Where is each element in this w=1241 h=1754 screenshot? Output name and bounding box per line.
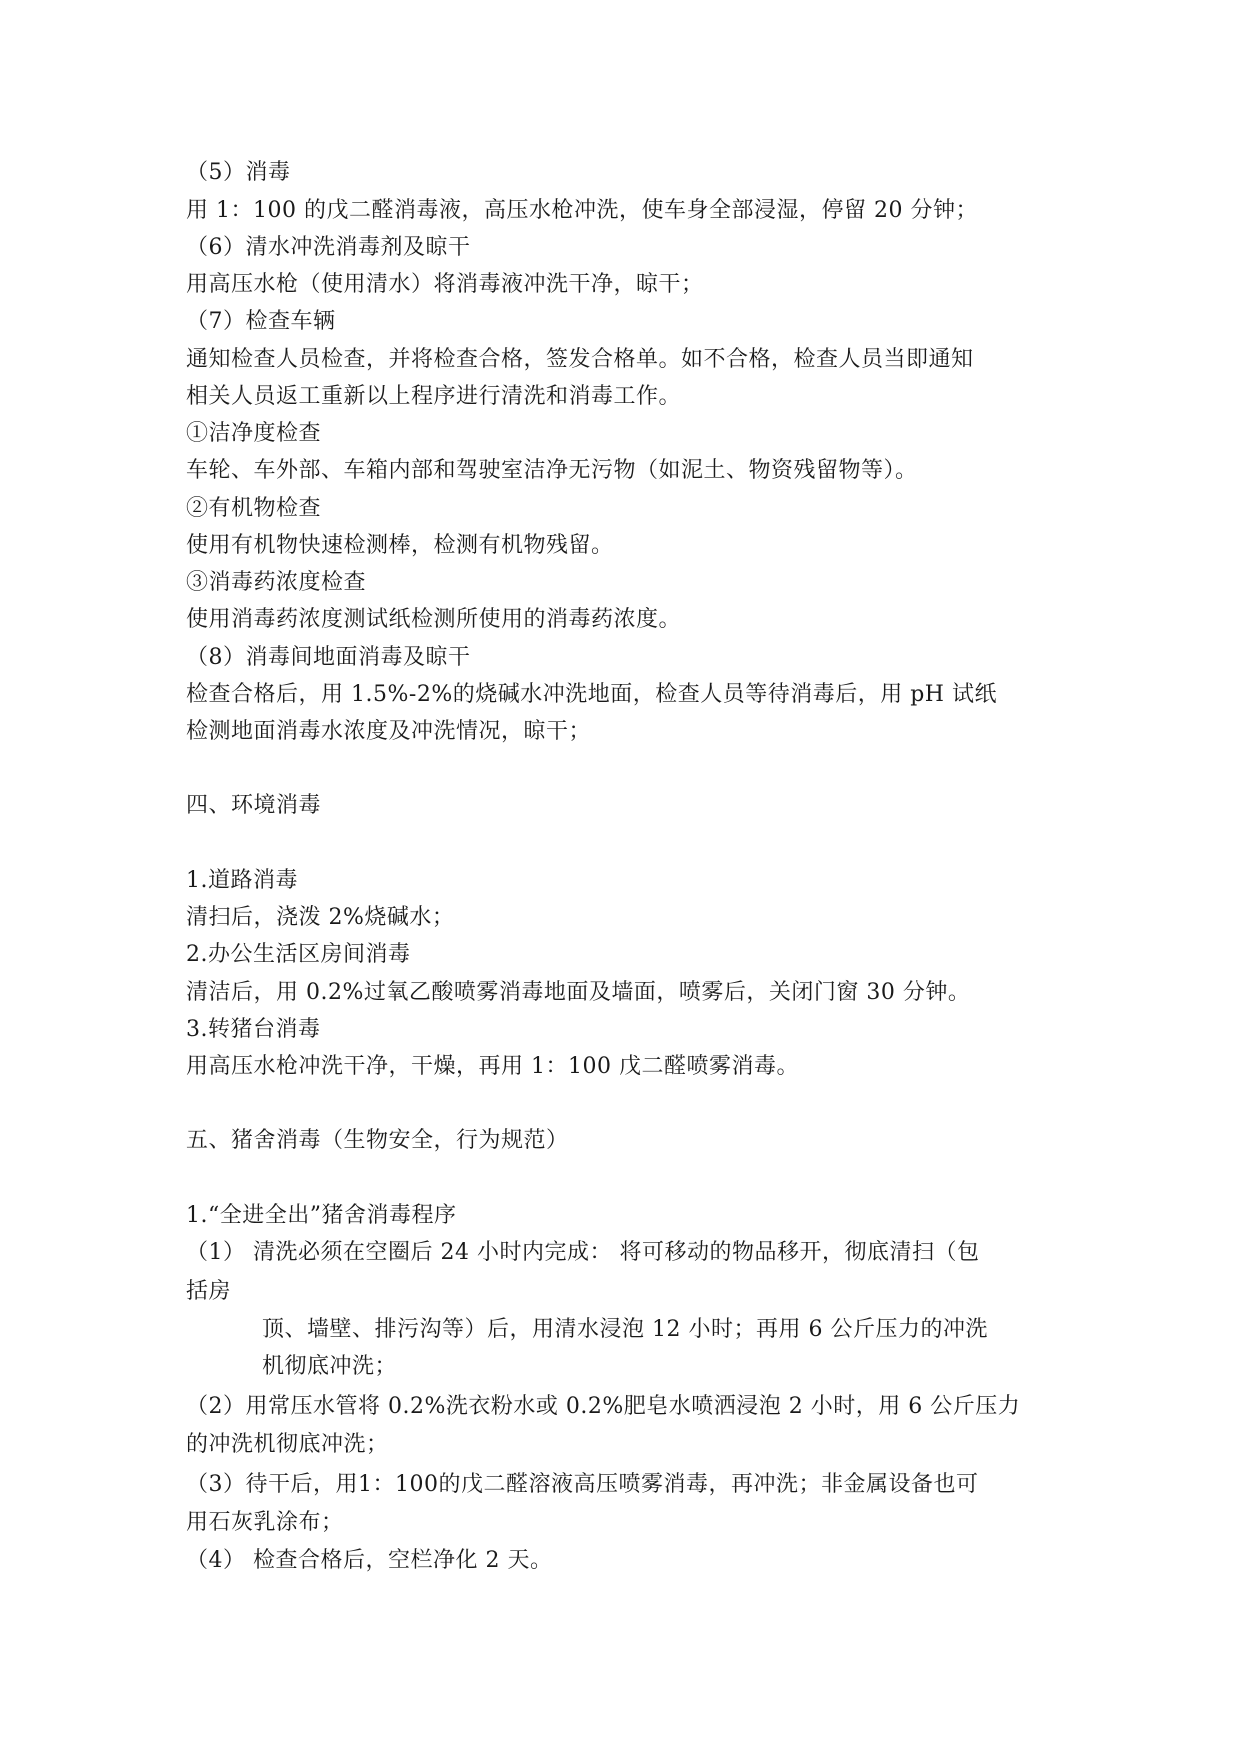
heading-step-8: （8）消毒间地面消毒及晾干	[186, 645, 471, 670]
subheading-concentration-check: ③消毒药浓度检查	[186, 570, 367, 595]
heading-step-5: （5）消毒	[186, 160, 291, 185]
paragraph-line: 使用有机物快速检测棒，检测有机物残留。	[186, 533, 614, 558]
heading-transfer-platform: 3.转猪台消毒	[186, 1017, 321, 1042]
paragraph-line: 相关人员返工重新以上程序进行清洗和消毒工作。	[186, 384, 682, 409]
heading-road-disinfection: 1.道路消毒	[186, 868, 298, 893]
paragraph-line: 用高压水枪（使用清水）将消毒液冲洗干净，晾干；	[186, 272, 704, 297]
section-heading-environment: 四、环境消毒	[186, 793, 322, 818]
paragraph-line: （4） 检查合格后，空栏净化 2 天。	[186, 1548, 553, 1573]
paragraph-line: 使用消毒药浓度测试纸检测所使用的消毒药浓度。	[186, 607, 682, 632]
paragraph-line: 通知检查人员检查，并将检查合格，签发合格单。如不合格，检查人员当即通知	[186, 347, 974, 372]
subheading-organic-check: ②有机物检查	[186, 496, 322, 521]
paragraph-line: 清洁后，用 0.2%过氧乙酸喷雾消毒地面及墙面，喷雾后，关闭门窗 30 分钟。	[186, 980, 971, 1005]
section-heading-pig-house: 五、猪舍消毒（生物安全，行为规范）	[186, 1128, 569, 1153]
paragraph-line: 用 1：100 的戊二醛消毒液，高压水枪冲洗，使车身全部浸湿，停留 20 分钟；	[186, 198, 978, 223]
paragraph-line: （1） 清洗必须在空圈后 24 小时内完成： 将可移动的物品移开，彻底清扫（包	[186, 1240, 980, 1265]
paragraph-line: 顶、墙壁、排污沟等）后，用清水浸泡 12 小时；再用 6 公斤压力的冲洗	[262, 1317, 988, 1342]
paragraph-line: 用高压水枪冲洗干净，干燥，再用 1：100 戊二醛喷雾消毒。	[186, 1054, 799, 1079]
heading-all-in-all-out: 1.“全进全出”猪舍消毒程序	[186, 1203, 457, 1228]
paragraph-line: 机彻底冲洗；	[262, 1354, 398, 1379]
paragraph-line: 用石灰乳涂布；	[186, 1510, 344, 1535]
paragraph-line: 的冲洗机彻底冲洗；	[186, 1432, 389, 1457]
subheading-cleanliness-check: ①洁净度检查	[186, 421, 322, 446]
paragraph-line: 检测地面消毒水浓度及冲洗情况，晾干；	[186, 719, 592, 744]
paragraph-line: 车轮、车外部、车箱内部和驾驶室洁净无污物（如泥土、物资残留物等）。	[186, 458, 918, 483]
paragraph-line: 检查合格后，用 1.5%-2%的烧碱水冲洗地面，检查人员等待消毒后，用 pH 试纸	[186, 682, 997, 707]
paragraph-line: （2）用常压水管将 0.2%洗衣粉水或 0.2%肥皂水喷洒浸泡 2 小时，用 6 公斤压力	[186, 1394, 1021, 1419]
paragraph-line: （3）待干后，用1：100的戊二醛溶液高压喷雾消毒，再冲洗；非金属设备也可	[186, 1472, 979, 1497]
heading-step-7: （7）检查车辆	[186, 309, 336, 334]
heading-step-6: （6）清水冲洗消毒剂及晾干	[186, 235, 471, 260]
paragraph-line: 清扫后，浇泼 2%烧碱水；	[186, 905, 455, 930]
paragraph-line: 括房	[186, 1279, 232, 1304]
heading-office-disinfection: 2.办公生活区房间消毒	[186, 942, 411, 967]
